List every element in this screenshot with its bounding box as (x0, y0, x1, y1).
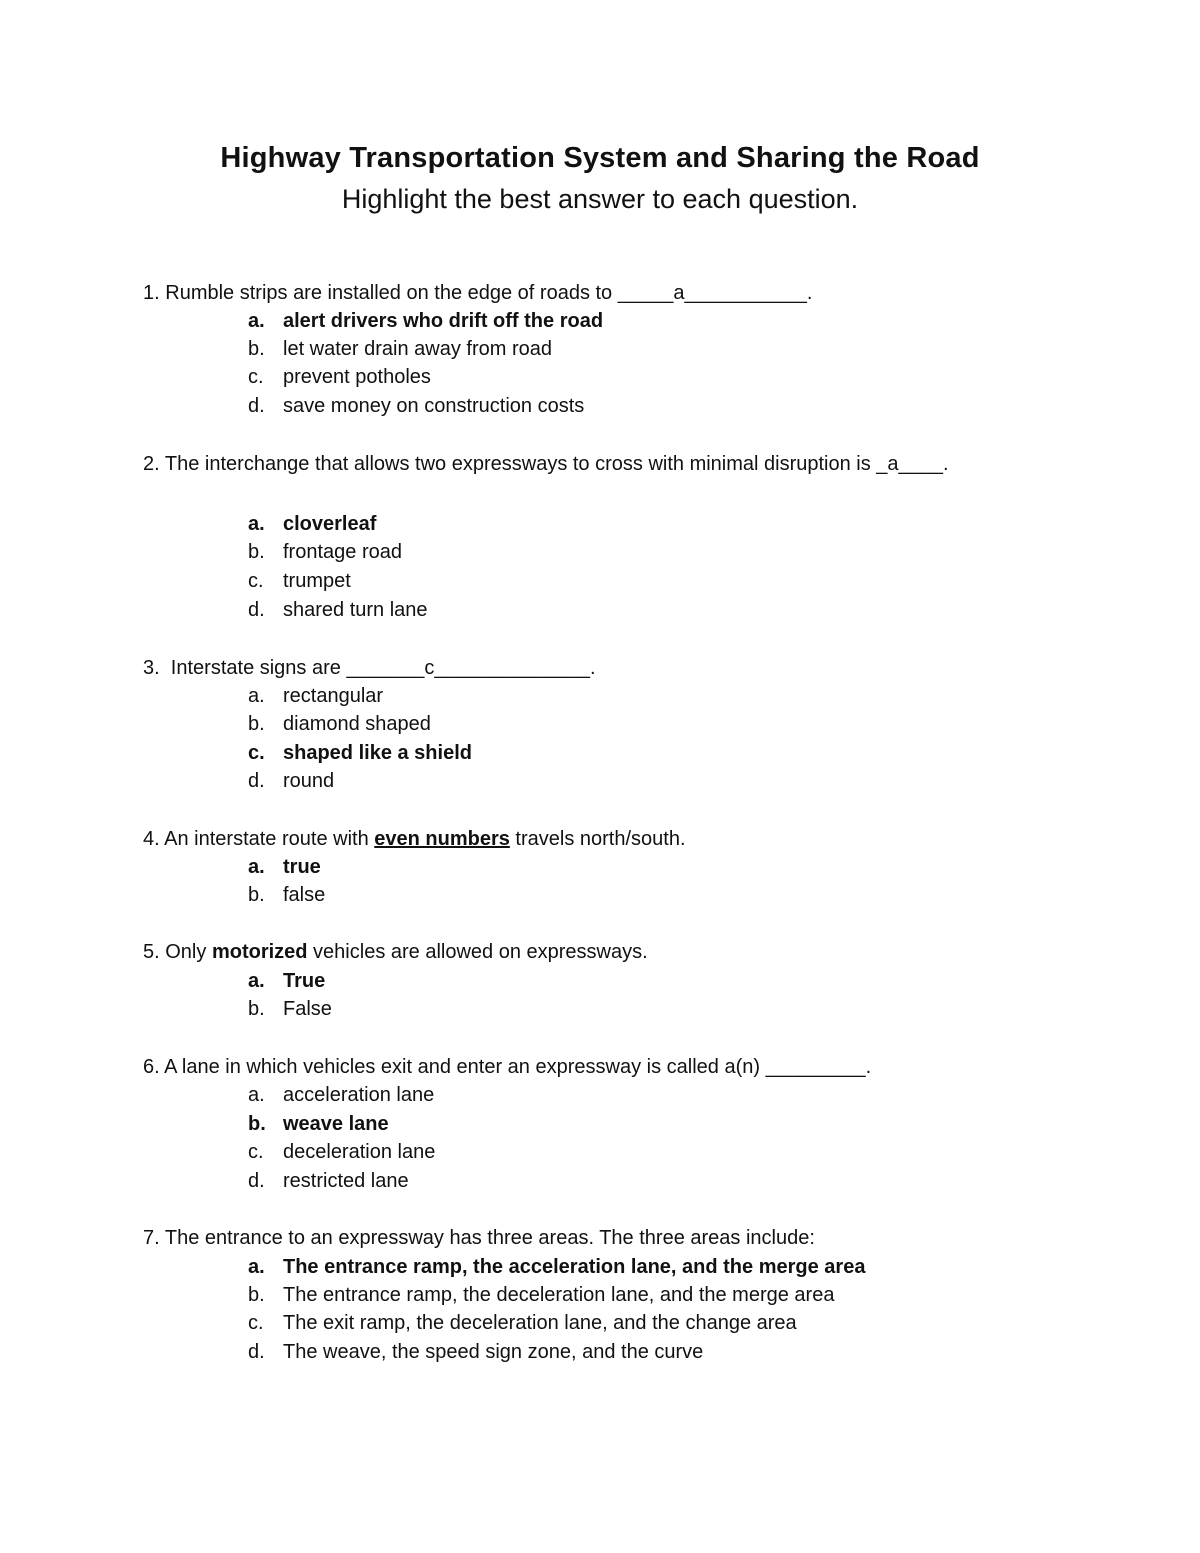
option-3b (248, 712, 431, 736)
option-letter: a. (248, 1256, 265, 1278)
option-6a (248, 1083, 434, 1107)
option-letter: b. (248, 541, 265, 563)
question-emphasis: motorized (211, 941, 308, 963)
option-letter: b. (248, 884, 265, 906)
question-text-before: Only (165, 941, 212, 963)
option-6c (248, 1140, 435, 1164)
question-number: 3. (143, 657, 160, 679)
question-text: The interchange that allows two expressways to cross with minimal disruption is _a____. (164, 453, 949, 475)
option-6b (248, 1112, 389, 1136)
option-text: save money on construction costs (283, 395, 585, 417)
option-letter: a. (248, 970, 265, 992)
question-6 (143, 1055, 871, 1079)
option-text: The entrance ramp, the acceleration lane, and the merge area (283, 1256, 866, 1278)
question-number: 2. (143, 453, 160, 475)
question-number: 4. (143, 828, 160, 850)
option-text: The weave, the speed sign zone, and the curve (283, 1341, 704, 1363)
option-text: shaped like a shield (283, 742, 472, 764)
option-4a (248, 855, 321, 879)
option-letter: c. (248, 742, 265, 764)
option-2d (248, 598, 428, 622)
option-letter: b. (248, 338, 265, 360)
option-letter: b. (248, 1113, 266, 1135)
option-text: rectangular (283, 685, 384, 707)
option-letter: c. (248, 1141, 264, 1163)
option-text: The entrance ramp, the deceleration lane, and the merge area (283, 1284, 835, 1306)
option-letter: b. (248, 998, 265, 1020)
option-letter: c. (248, 366, 264, 388)
option-letter: d. (248, 599, 265, 621)
option-letter: a. (248, 685, 265, 707)
option-text: True (283, 970, 326, 992)
option-letter: d. (248, 395, 265, 417)
option-text: restricted lane (283, 1170, 409, 1192)
option-3a (248, 684, 383, 708)
question-number: 7. (143, 1227, 160, 1249)
question-number: 6. (143, 1056, 160, 1078)
option-text: The exit ramp, the deceleration lane, and the change area (283, 1312, 797, 1334)
option-2b (248, 540, 402, 564)
option-letter: c. (248, 1312, 264, 1334)
option-text: false (283, 884, 326, 906)
option-letter: a. (248, 1084, 265, 1106)
option-5b (248, 997, 332, 1021)
question-text-before: An interstate route with (164, 828, 375, 850)
option-text: weave lane (283, 1113, 389, 1135)
option-letter: b. (248, 1284, 265, 1306)
question-number: 1. (143, 282, 160, 304)
question-text-after: vehicles are allowed on expressways. (307, 941, 648, 963)
question-text: Interstate signs are _______c______________. (165, 657, 596, 679)
option-text: frontage road (283, 541, 402, 563)
option-text: diamond shaped (283, 713, 431, 735)
option-1c (248, 365, 431, 389)
option-text: round (283, 770, 335, 792)
option-4b (248, 883, 325, 907)
option-letter: b. (248, 713, 265, 735)
option-1d (248, 394, 584, 418)
option-1a (248, 309, 603, 333)
option-5a (248, 969, 325, 993)
option-letter: a. (248, 513, 265, 535)
question-7 (143, 1226, 815, 1250)
document-title: Highway Transportation System and Sharing the Road (220, 142, 980, 174)
question-number: 5. (143, 941, 160, 963)
option-6d (248, 1169, 409, 1193)
option-letter: d. (248, 770, 265, 792)
option-text: trumpet (283, 570, 351, 592)
option-text: acceleration lane (283, 1084, 435, 1106)
option-2a (248, 512, 376, 536)
question-text-after: travels north/south. (509, 828, 686, 850)
option-text: shared turn lane (283, 599, 428, 621)
option-7d (248, 1340, 703, 1364)
question-2 (143, 452, 949, 476)
option-7c (248, 1311, 797, 1335)
option-letter: a. (248, 310, 265, 332)
question-1 (143, 281, 812, 305)
option-text: prevent potholes (283, 366, 431, 388)
option-3d (248, 769, 334, 793)
document-subtitle: Highlight the best answer to each question. (341, 184, 859, 214)
question-emphasis: even numbers (374, 828, 510, 850)
option-text: true (283, 856, 321, 878)
question-text: A lane in which vehicles exit and enter an expressway is called a(n) _________. (164, 1056, 872, 1078)
option-3c (248, 741, 472, 765)
option-7a (248, 1255, 865, 1279)
option-text: deceleration lane (283, 1141, 436, 1163)
option-text: False (283, 998, 332, 1020)
question-4 (143, 827, 686, 851)
option-text: alert drivers who drift off the road (283, 310, 604, 332)
option-letter: c. (248, 570, 264, 592)
option-1b (248, 337, 552, 361)
option-letter: d. (248, 1170, 265, 1192)
option-letter: a. (248, 856, 265, 878)
question-text: Rumble strips are installed on the edge of roads to _____a___________. (165, 282, 813, 304)
question-text: The entrance to an expressway has three areas. The three areas include: (164, 1227, 815, 1249)
option-2c (248, 569, 351, 593)
option-7b (248, 1283, 834, 1307)
question-3 (143, 656, 596, 680)
option-letter: d. (248, 1341, 265, 1363)
option-text: let water drain away from road (283, 338, 553, 360)
question-5 (143, 940, 648, 964)
option-text: cloverleaf (283, 513, 377, 535)
